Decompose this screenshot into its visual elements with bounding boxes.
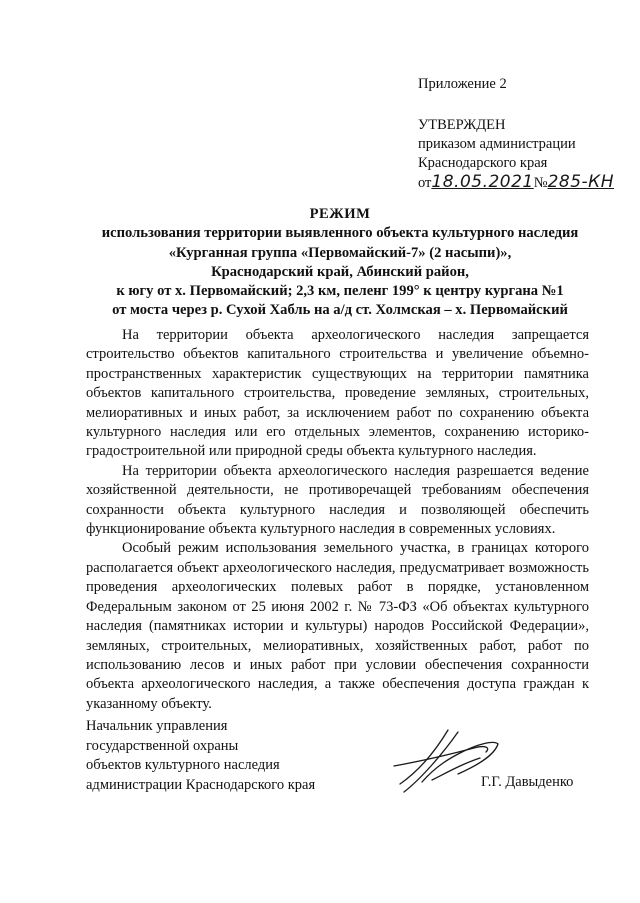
approval-line-2: Краснодарского края bbox=[418, 155, 548, 171]
title-line: к югу от х. Первомайский; 2,3 км, пеленг 199° к центру кургана №1 bbox=[116, 283, 564, 300]
title-line: РЕЖИМ bbox=[309, 206, 371, 222]
approval-line-1: приказом администрации bbox=[418, 136, 576, 152]
signatory-title-line: администрации Краснодарского края bbox=[86, 776, 316, 793]
title-line: Краснодарский край, Абинский район, bbox=[211, 263, 469, 280]
signatory-title-line: объектов культурного наследия bbox=[86, 757, 280, 774]
date-prefix: от bbox=[418, 175, 432, 191]
document-title bbox=[60, 205, 620, 321]
approval-number: 285-КН bbox=[547, 172, 615, 192]
signatory-title bbox=[86, 717, 315, 795]
title-line: от моста через р. Сухой Хабль на а/д ст. Холмская – х. Первомайский bbox=[112, 302, 568, 319]
approval-date: 18.05.2021 bbox=[431, 172, 534, 192]
document-body bbox=[86, 326, 589, 714]
approval-block bbox=[418, 116, 614, 193]
signatory-title-line: государственной охраны bbox=[86, 737, 239, 754]
approved-heading: УТВЕРЖДЕН bbox=[418, 117, 506, 133]
signatory-title-line: Начальник управления bbox=[86, 718, 228, 734]
body-paragraph: На территории объекта археологического наследия запрещается строительство объектов капитального строительства и увеличение объемно-пространственных характеристик существующих на территории памятника объектов капитального строительства, проведение земляных, строительных, мелиоративных и иных работ, за исключением работ по сохранению объекта культурного наследия или его отдельных элементов, сохранению историко-градостроительной или природной среды объекта культурного наследия. bbox=[86, 327, 589, 460]
signatory-name: Г.Г. Давыденко bbox=[481, 774, 574, 790]
number-sign: № bbox=[533, 175, 548, 191]
appendix-label: Приложение 2 bbox=[418, 76, 507, 92]
approval-date-line bbox=[418, 173, 614, 193]
title-line: использования территории выявленного объекта культурного наследия bbox=[101, 225, 579, 242]
body-paragraph: На территории объекта археологического наследия разрешается ведение хозяйственной деятельности, не противоречащей требованиям обеспечения сохранности объекта культурного наследия и позволяющей обеспечить функционирование объекта культурного наследия в современных условиях. bbox=[86, 462, 589, 538]
body-paragraph: Особый режим использования земельного участка, в границах которого располагается объект археологического наследия, предусматривает возможность проведения археологических полевых работ в порядке, установленном Федеральным законом от 25 июня 2002 г. № 73-ФЗ «Об объектах культурного наследия (памятниках истории и культуры) народов Российской Федерации», земляных, строительных, мелиоративных, хозяйственных работ, работ по использованию лесов и иных работ при условии обеспечения сохранности объекта археологического наследия, а также обеспечения доступа граждан к указанному объекту. bbox=[86, 540, 589, 712]
title-line: «Курганная группа «Первомайский-7» (2 насыпи)», bbox=[168, 244, 512, 261]
